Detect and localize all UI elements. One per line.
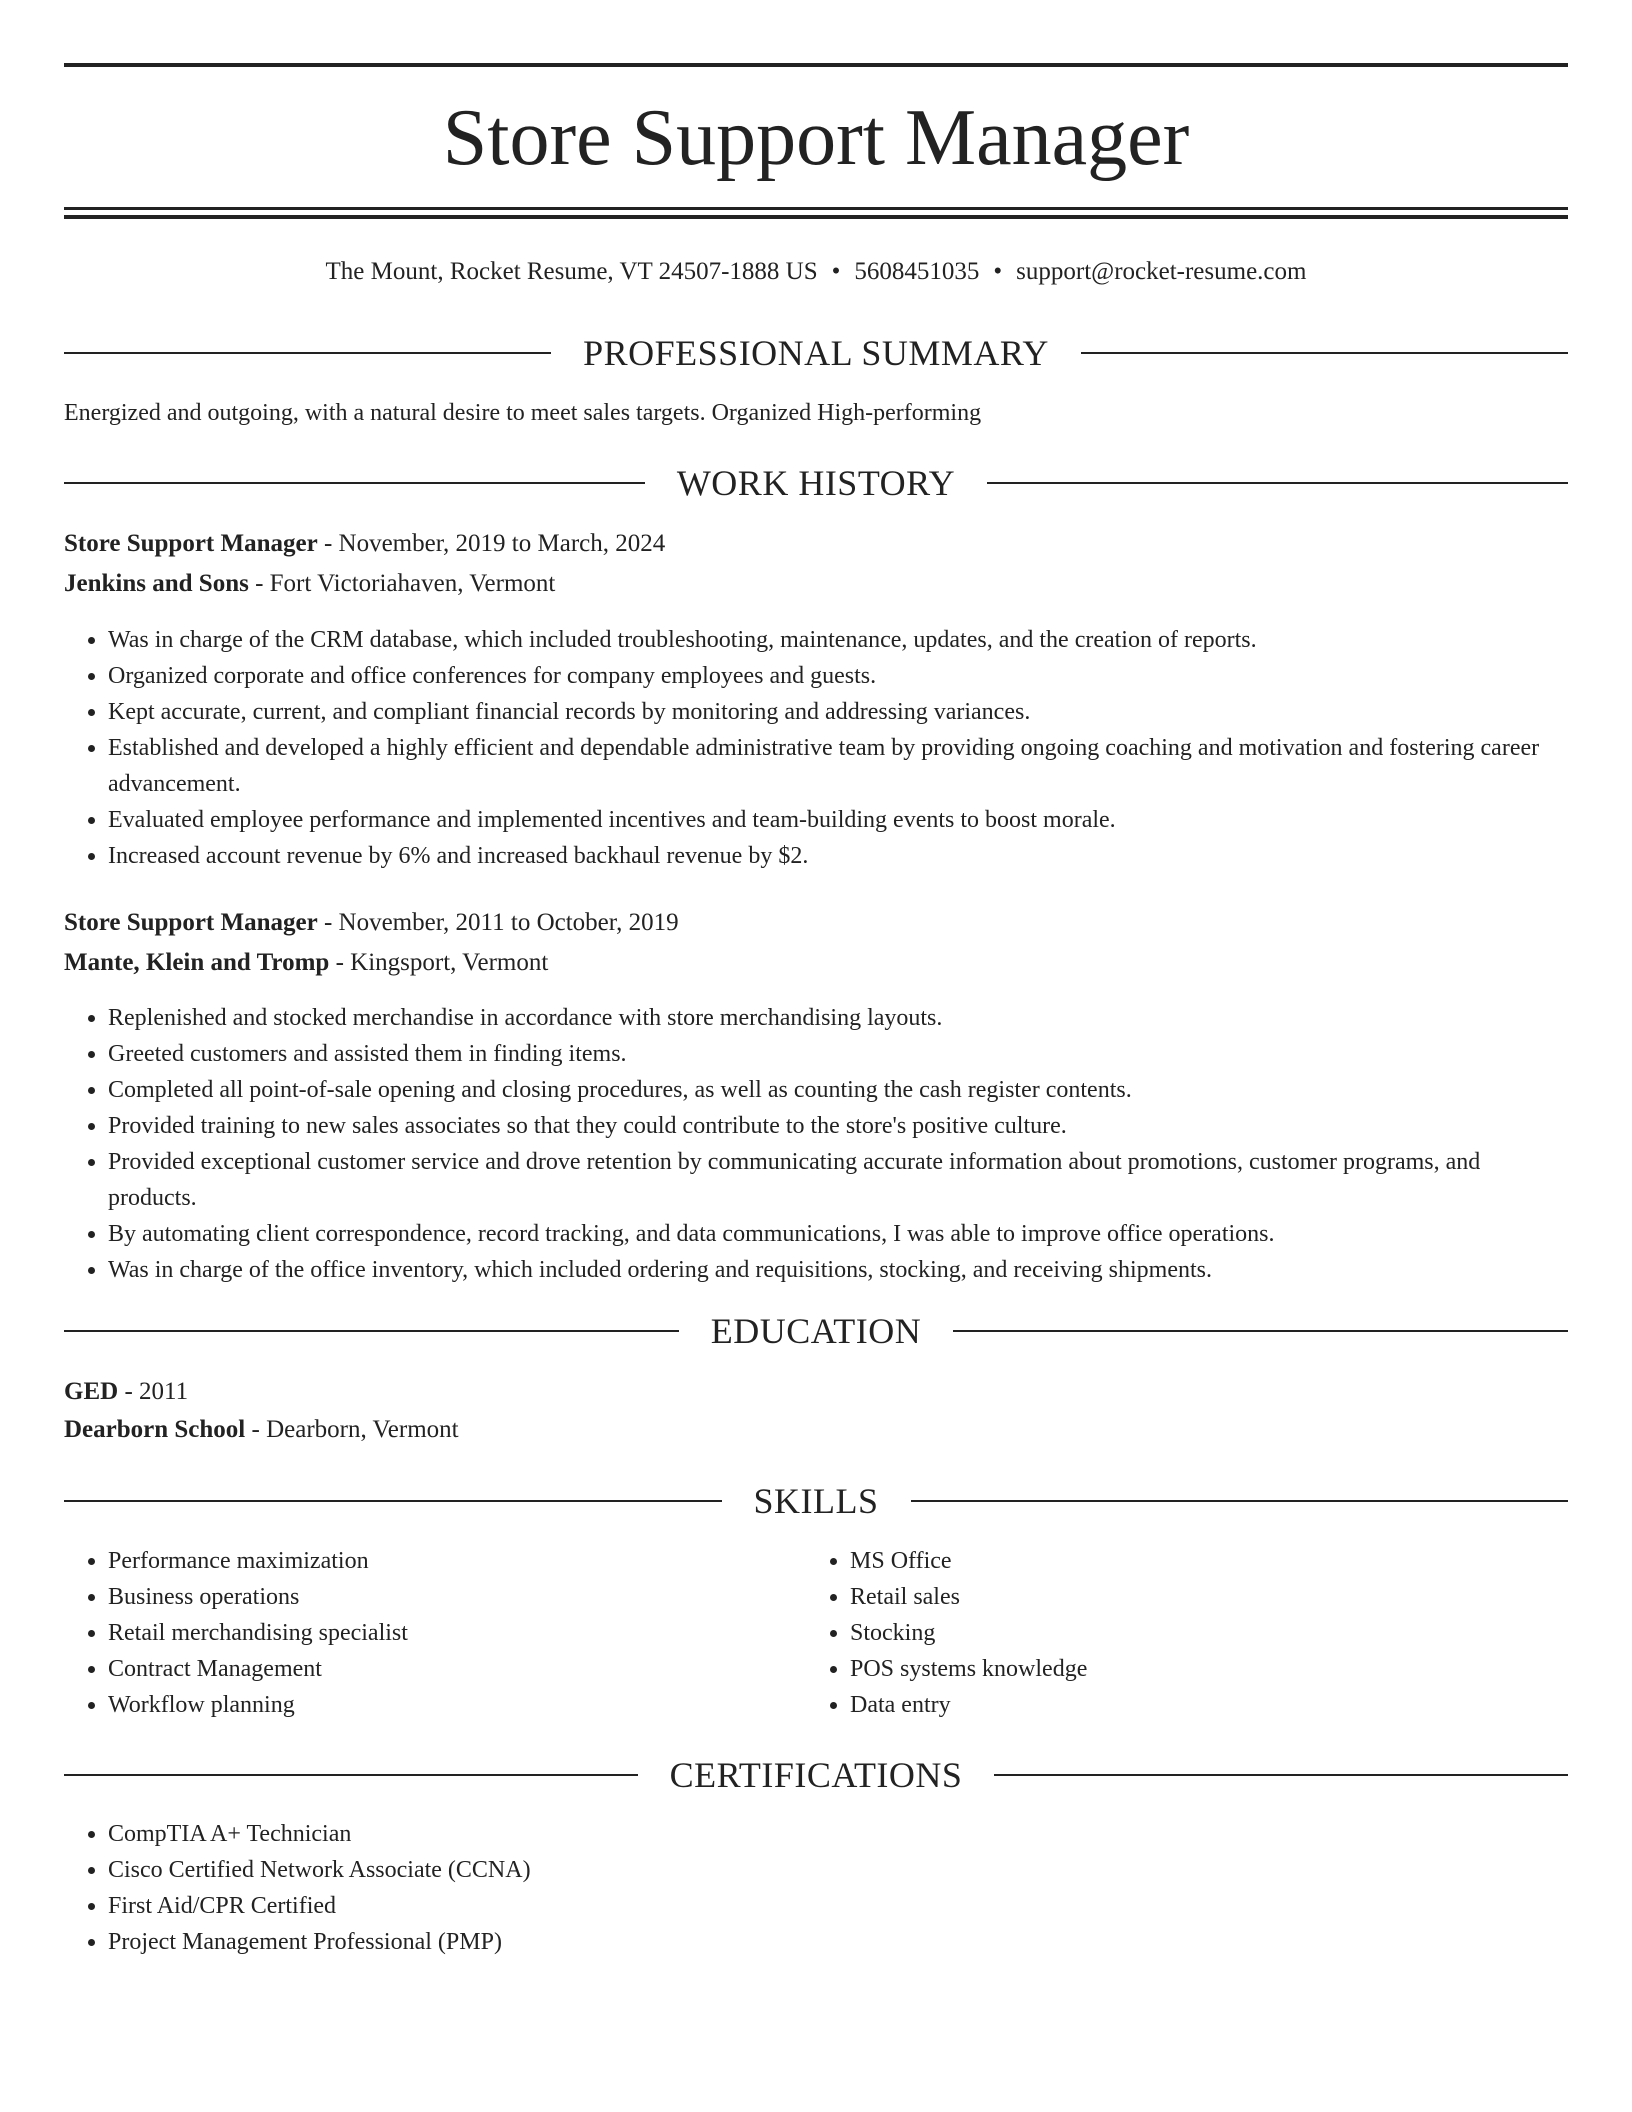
job-1-title-line (64, 524, 1568, 564)
summary-text: Energized and outgoing, with a natural desire to meet sales targets. Organized High-performing (64, 400, 982, 426)
list-item: • Was in charge of the CRM database, which included troubleshooting, maintenance, updates, and the creation of reports. (108, 622, 1568, 658)
list-item: • Evaluated employee performance and implemented incentives and team-building events to boost morale. (108, 802, 1568, 838)
skills-list-left (64, 1543, 848, 1723)
section-rule-right (911, 1500, 1569, 1502)
section-title: WORK HISTORY (676, 463, 956, 503)
skill-item: • Performance maximization (108, 1543, 848, 1579)
job-2-company-line (64, 943, 1568, 983)
skill-item: • Data entry (850, 1687, 1590, 1723)
section-title: SKILLS (753, 1481, 879, 1521)
section-heading-work-history (64, 458, 1568, 508)
section-rule-right (994, 1774, 1568, 1776)
section-heading-education (64, 1306, 1568, 1356)
skill-item: • Workflow planning (108, 1687, 848, 1723)
education-school: Dearborn School (64, 1416, 246, 1443)
education-degree: GED (64, 1378, 119, 1405)
section-rule-left (64, 352, 551, 354)
title-double-rule-lower (64, 215, 1568, 219)
section-rule-left (64, 1774, 638, 1776)
section-rule-right (1081, 352, 1568, 354)
job-2-title-line (64, 903, 1568, 943)
title-double-rule-upper (64, 207, 1568, 210)
section-rule-left (64, 1500, 722, 1502)
job-dates: - November, 2011 to October, 2019 (317, 909, 679, 936)
section-title: EDUCATION (710, 1311, 922, 1351)
section-heading-summary (64, 328, 1568, 378)
education-school-line (64, 1410, 1568, 1450)
list-item: • Kept accurate, current, and compliant financial records by monitoring and addressing variances. (108, 694, 1568, 730)
top-rule (64, 63, 1568, 67)
certification-item: • Cisco Certified Network Associate (CCNA) (108, 1852, 1568, 1888)
list-item: • Provided training to new sales associates so that they could contribute to the store's positive culture. (108, 1108, 1568, 1144)
certifications-list (64, 1816, 1568, 1960)
section-rule-left (64, 1330, 679, 1332)
certification-item: • Project Management Professional (PMP) (108, 1924, 1568, 1960)
job-company: Jenkins and Sons (64, 570, 249, 597)
job-title: Store Support Manager (64, 530, 318, 557)
job-1-company-line (64, 564, 1568, 604)
section-rule-right (953, 1330, 1568, 1332)
job-1-bullets (64, 622, 1568, 874)
page-title: Store Support Manager (442, 94, 1190, 182)
education-location: - Dearborn, Vermont (245, 1416, 459, 1443)
education-degree-line (64, 1372, 1568, 1412)
section-title: CERTIFICATIONS (669, 1755, 963, 1795)
skill-item: • Stocking (850, 1615, 1590, 1651)
list-item: • Organized corporate and office conferences for company employees and guests. (108, 658, 1568, 694)
list-item: • Greeted customers and assisted them in finding items. (108, 1036, 1568, 1072)
skill-item: • MS Office (850, 1543, 1590, 1579)
skill-item: • Business operations (108, 1579, 848, 1615)
section-heading-skills (64, 1476, 1568, 1526)
job-location: - Fort Victoriahaven, Vermont (248, 570, 556, 597)
job-title: Store Support Manager (64, 909, 318, 936)
section-title: PROFESSIONAL SUMMARY (583, 333, 1049, 373)
contact-line (64, 252, 1568, 292)
list-item: • Provided exceptional customer service and drove retention by communicating accurate information about promotions, customer programs, and products. (108, 1144, 1568, 1216)
list-item: • Established and developed a highly efficient and dependable administrative team by providing ongoing coaching and motivation and fostering career advancement. (108, 730, 1568, 802)
job-dates: - November, 2019 to March, 2024 (317, 530, 666, 557)
job-location: - Kingsport, Vermont (329, 949, 549, 976)
list-item: • Was in charge of the office inventory, which included ordering and requisitions, stocking, and receiving shipments. (108, 1252, 1568, 1288)
contact-separator: • (993, 258, 1003, 285)
list-item: • Replenished and stocked merchandise in accordance with store merchandising layouts. (108, 1000, 1568, 1036)
contact-email: support@rocket-resume.com (1016, 258, 1307, 285)
skill-item: • Retail merchandising specialist (108, 1615, 848, 1651)
list-item: • By automating client correspondence, record tracking, and data communications, I was able to improve office operations. (108, 1216, 1568, 1252)
contact-phone: 5608451035 (854, 258, 980, 285)
certification-item: • CompTIA A+ Technician (108, 1816, 1568, 1852)
skill-item: • Contract Management (108, 1651, 848, 1687)
section-heading-certifications (64, 1750, 1568, 1800)
list-item: • Completed all point-of-sale opening and closing procedures, as well as counting the cash register contents. (108, 1072, 1568, 1108)
contact-separator: • (831, 258, 841, 285)
education-year: - 2011 (118, 1378, 189, 1405)
skill-item: • Retail sales (850, 1579, 1590, 1615)
list-item: • Increased account revenue by 6% and increased backhaul revenue by $2. (108, 838, 1568, 874)
job-company: Mante, Klein and Tromp (64, 949, 330, 976)
contact-address: The Mount, Rocket Resume, VT 24507-1888 US (325, 258, 818, 285)
skills-list-right (806, 1543, 1590, 1723)
section-rule-left (64, 482, 645, 484)
section-rule-right (987, 482, 1568, 484)
skill-item: • POS systems knowledge (850, 1651, 1590, 1687)
job-2-bullets (64, 1000, 1568, 1288)
certification-item: • First Aid/CPR Certified (108, 1888, 1568, 1924)
